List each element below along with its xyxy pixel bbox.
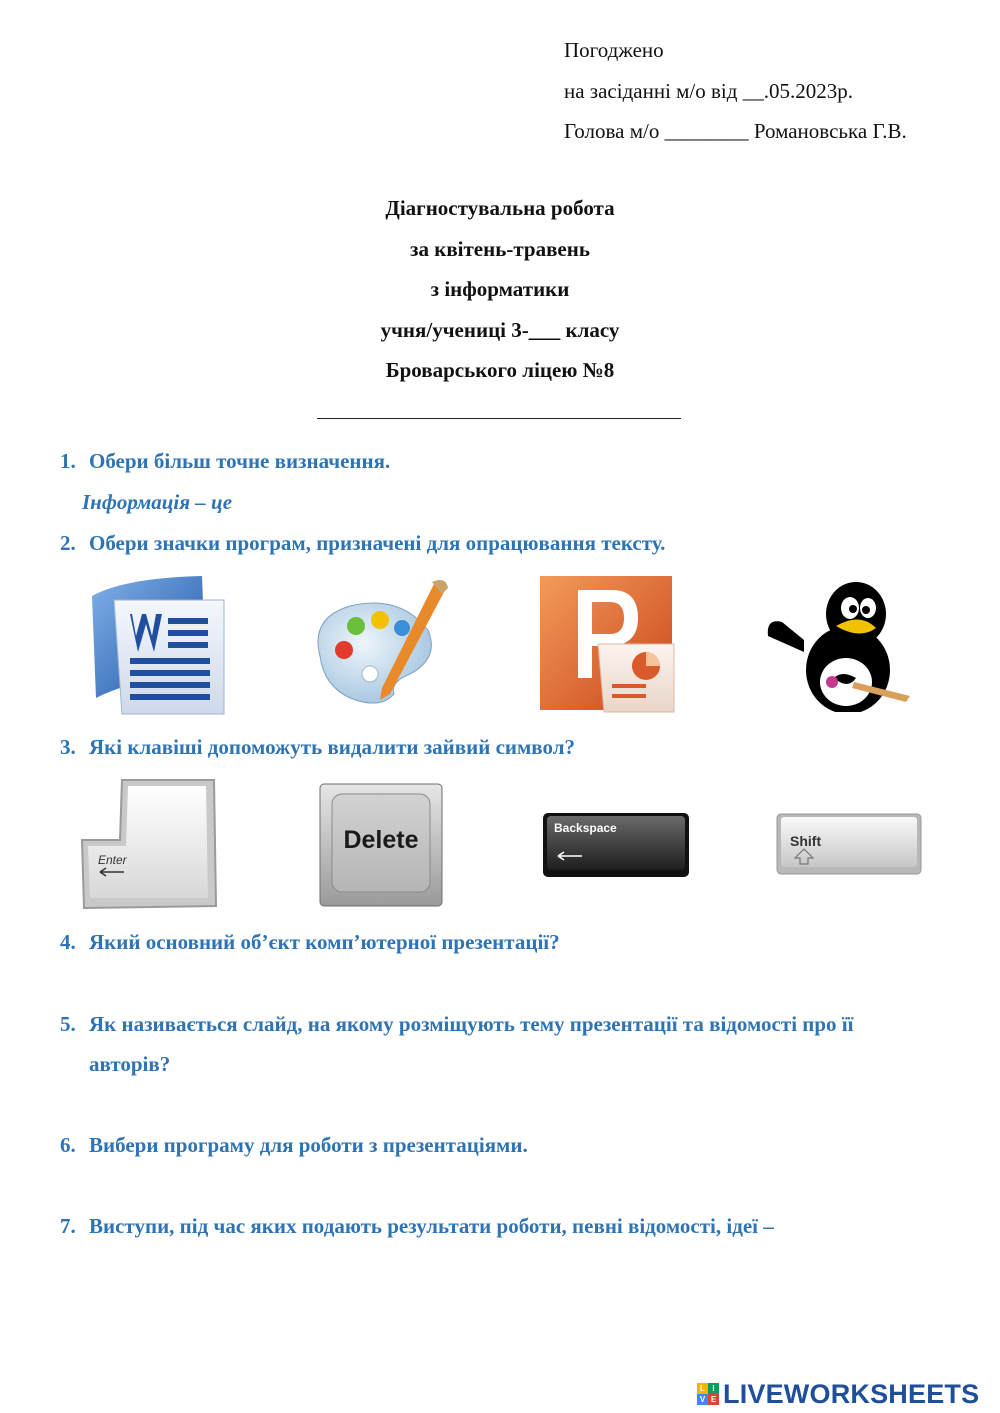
question-6 <box>60 1133 528 1158</box>
shift-key[interactable] <box>776 812 922 876</box>
title-line-4: учня/учениці 3-___ класу <box>380 317 620 342</box>
tux-paint-icon[interactable] <box>764 578 910 712</box>
question-7 <box>60 1214 774 1239</box>
question-text: Обери більш точне визначення. <box>89 449 391 473</box>
question-text: Як називається слайд, на якому розміщують тему презентації та відомості про її <box>89 1012 854 1036</box>
question-text: Який основний об’єкт комп’ютерної презентації? <box>89 930 560 954</box>
question-number: 7. <box>60 1214 76 1238</box>
shift-key-label: Shift <box>790 833 822 849</box>
question-3 <box>60 735 575 760</box>
approval-block <box>564 30 907 152</box>
logo-mark-letter: E <box>708 1394 719 1405</box>
title-line-5: Броварського ліцею №8 <box>385 358 615 382</box>
question-1 <box>60 449 390 474</box>
logo-mark-letter: I <box>708 1383 719 1394</box>
powerpoint-icon[interactable] <box>538 574 684 716</box>
question-5 <box>60 1012 853 1037</box>
question-text: Які клавіші допоможуть видалити зайвий символ? <box>89 735 575 759</box>
approval-line-1: Погоджено <box>564 38 664 62</box>
approval-line-3: Голова м/о ________ Романовська Г.В. <box>564 119 907 143</box>
document-title <box>0 188 1000 391</box>
question-1-prompt: Інформація – це <box>82 490 233 514</box>
title-line-1: Діагностувальна робота <box>385 196 615 220</box>
logo-mark-letter: L <box>697 1383 708 1394</box>
backspace-key[interactable] <box>542 812 690 878</box>
question-number: 6. <box>60 1133 76 1157</box>
liveworksheets-logo[interactable] <box>697 1380 979 1408</box>
question-text: Обери значки програм, призначені для опрацювання тексту. <box>89 531 666 555</box>
word-icon[interactable] <box>84 574 230 716</box>
question-number: 4. <box>60 930 76 954</box>
question-2 <box>60 531 665 556</box>
enter-key-label: Enter <box>98 853 127 867</box>
title-line-3: з інформатики <box>430 277 570 301</box>
backspace-key-label: Backspace <box>554 821 617 835</box>
approval-line-2: на засіданні м/о від __.05.2023р. <box>564 78 853 103</box>
delete-key-label: Delete <box>343 826 419 854</box>
question-text: Виступи, під час яких подають результати роботи, певні відомості, ідеї – <box>89 1214 774 1238</box>
question-number: 3. <box>60 735 76 759</box>
name-underline <box>317 418 681 419</box>
liveworksheets-mark-icon <box>697 1383 719 1405</box>
question-5-continuation: авторів? <box>89 1052 171 1076</box>
question-4 <box>60 930 560 955</box>
liveworksheets-logo-text: LIVEWORKSHEETS <box>723 1378 980 1409</box>
question-text: Вибери програму для роботи з презентаціями. <box>89 1133 528 1157</box>
logo-mark-letter: V <box>697 1394 708 1405</box>
question-number: 1. <box>60 449 76 473</box>
paint-icon[interactable] <box>310 578 452 710</box>
delete-key[interactable] <box>318 782 444 908</box>
enter-key[interactable] <box>76 776 222 914</box>
question-number: 5. <box>60 1012 76 1036</box>
title-line-2: за квітень-травень <box>410 236 590 261</box>
question-number: 2. <box>60 531 76 555</box>
